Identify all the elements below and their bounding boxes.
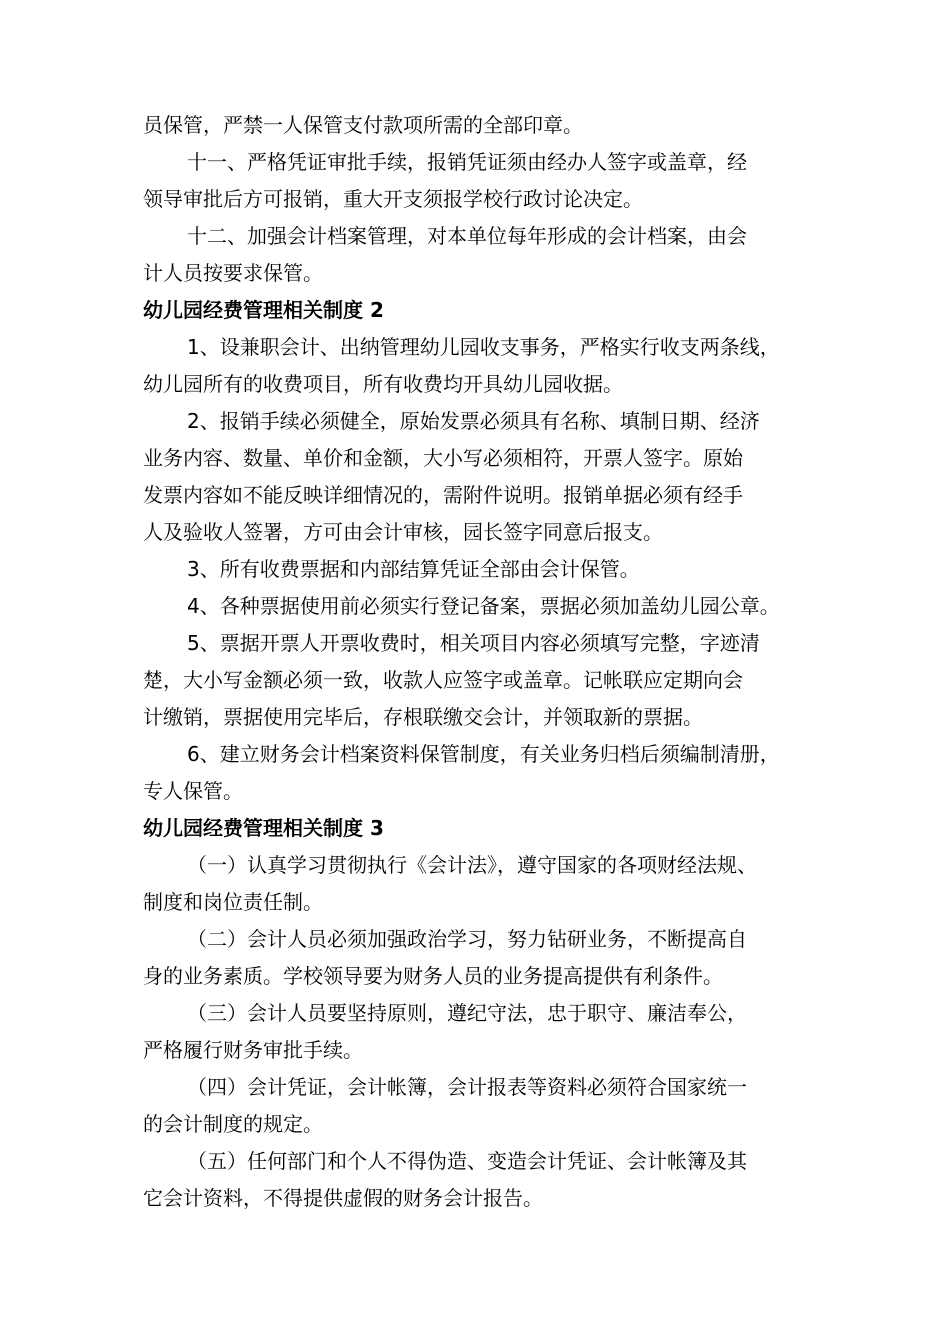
paragraph-line: 十一、严格凭证审批手续，报销凭证须由经办人签字或盖章，经 bbox=[187, 150, 747, 174]
paragraph bbox=[143, 921, 828, 995]
paragraph-line: 楚，大小写金额必须一致，收款人应签字或盖章。记帐联应定期向会 bbox=[143, 668, 743, 692]
paragraph-line: 计人员按要求保管。 bbox=[143, 261, 323, 285]
paragraph bbox=[143, 736, 828, 810]
paragraph bbox=[143, 625, 828, 736]
paragraph-line: 人及验收人签署，方可由会计审核，园长签字同意后报支。 bbox=[143, 520, 663, 544]
paragraph bbox=[143, 995, 828, 1069]
paragraph bbox=[143, 551, 828, 588]
paragraph bbox=[143, 403, 828, 551]
document-body bbox=[143, 107, 828, 1217]
heading-text: 幼儿园经费管理相关制度 3 bbox=[143, 816, 384, 840]
paragraph bbox=[143, 1143, 828, 1217]
paragraph bbox=[143, 1069, 828, 1143]
paragraph-line: （四）会计凭证，会计帐簿，会计报表等资料必须符合国家统一 bbox=[187, 1075, 747, 1099]
paragraph-line: 2、报销手续必须健全，原始发票必须具有名称、填制日期、经济 bbox=[187, 409, 760, 433]
paragraph bbox=[143, 107, 828, 144]
paragraph bbox=[143, 847, 828, 921]
paragraph bbox=[143, 144, 828, 218]
paragraph-line: 业务内容、数量、单价和金额，大小写必须相符，开票人签字。原始 bbox=[143, 446, 743, 470]
section-heading bbox=[143, 810, 828, 847]
paragraph-line: 发票内容如不能反映详细情况的，需附件说明。报销单据必须有经手 bbox=[143, 483, 743, 507]
paragraph bbox=[143, 218, 828, 292]
paragraph-line: 3、所有收费票据和内部结算凭证全部由会计保管。 bbox=[187, 557, 640, 581]
paragraph-line: 的会计制度的规定。 bbox=[143, 1112, 323, 1136]
paragraph-line: 4、各种票据使用前必须实行登记备案，票据必须加盖幼儿园公章。 bbox=[187, 594, 780, 618]
paragraph-line: 它会计资料，不得提供虚假的财务会计报告。 bbox=[143, 1186, 543, 1210]
paragraph-line: 6、建立财务会计档案资料保管制度，有关业务归档后须编制清册， bbox=[187, 742, 780, 766]
paragraph-line: 员保管，严禁一人保管支付款项所需的全部印章。 bbox=[143, 113, 583, 137]
heading-text: 幼儿园经费管理相关制度 2 bbox=[143, 298, 384, 322]
paragraph-line: 专人保管。 bbox=[143, 779, 243, 803]
paragraph-line: 制度和岗位责任制。 bbox=[143, 890, 323, 914]
paragraph-line: 领导审批后方可报销，重大开支须报学校行政讨论决定。 bbox=[143, 187, 643, 211]
paragraph bbox=[143, 588, 828, 625]
paragraph-line: （二）会计人员必须加强政治学习，努力钻研业务，不断提高自 bbox=[187, 927, 747, 951]
paragraph bbox=[143, 329, 828, 403]
section-heading bbox=[143, 292, 828, 329]
paragraph-line: 1、设兼职会计、出纳管理幼儿园收支事务，严格实行收支两条线， bbox=[187, 335, 780, 359]
paragraph-line: 5、票据开票人开票收费时，相关项目内容必须填写完整，字迹清 bbox=[187, 631, 760, 655]
paragraph-line: 十二、加强会计档案管理，对本单位每年形成的会计档案，由会 bbox=[187, 224, 747, 248]
paragraph-line: （五）任何部门和个人不得伪造、变造会计凭证、会计帐簿及其 bbox=[187, 1149, 747, 1173]
paragraph-line: （三）会计人员要坚持原则，遵纪守法，忠于职守、廉洁奉公， bbox=[187, 1001, 747, 1025]
paragraph-line: 幼儿园所有的收费项目，所有收费均开具幼儿园收据。 bbox=[143, 372, 623, 396]
paragraph-line: 严格履行财务审批手续。 bbox=[143, 1038, 363, 1062]
paragraph-line: 计缴销，票据使用完毕后，存根联缴交会计，并领取新的票据。 bbox=[143, 705, 703, 729]
paragraph-line: （一）认真学习贯彻执行《会计法》，遵守国家的各项财经法规、 bbox=[187, 853, 757, 877]
paragraph-line: 身的业务素质。学校领导要为财务人员的业务提高提供有利条件。 bbox=[143, 964, 723, 988]
